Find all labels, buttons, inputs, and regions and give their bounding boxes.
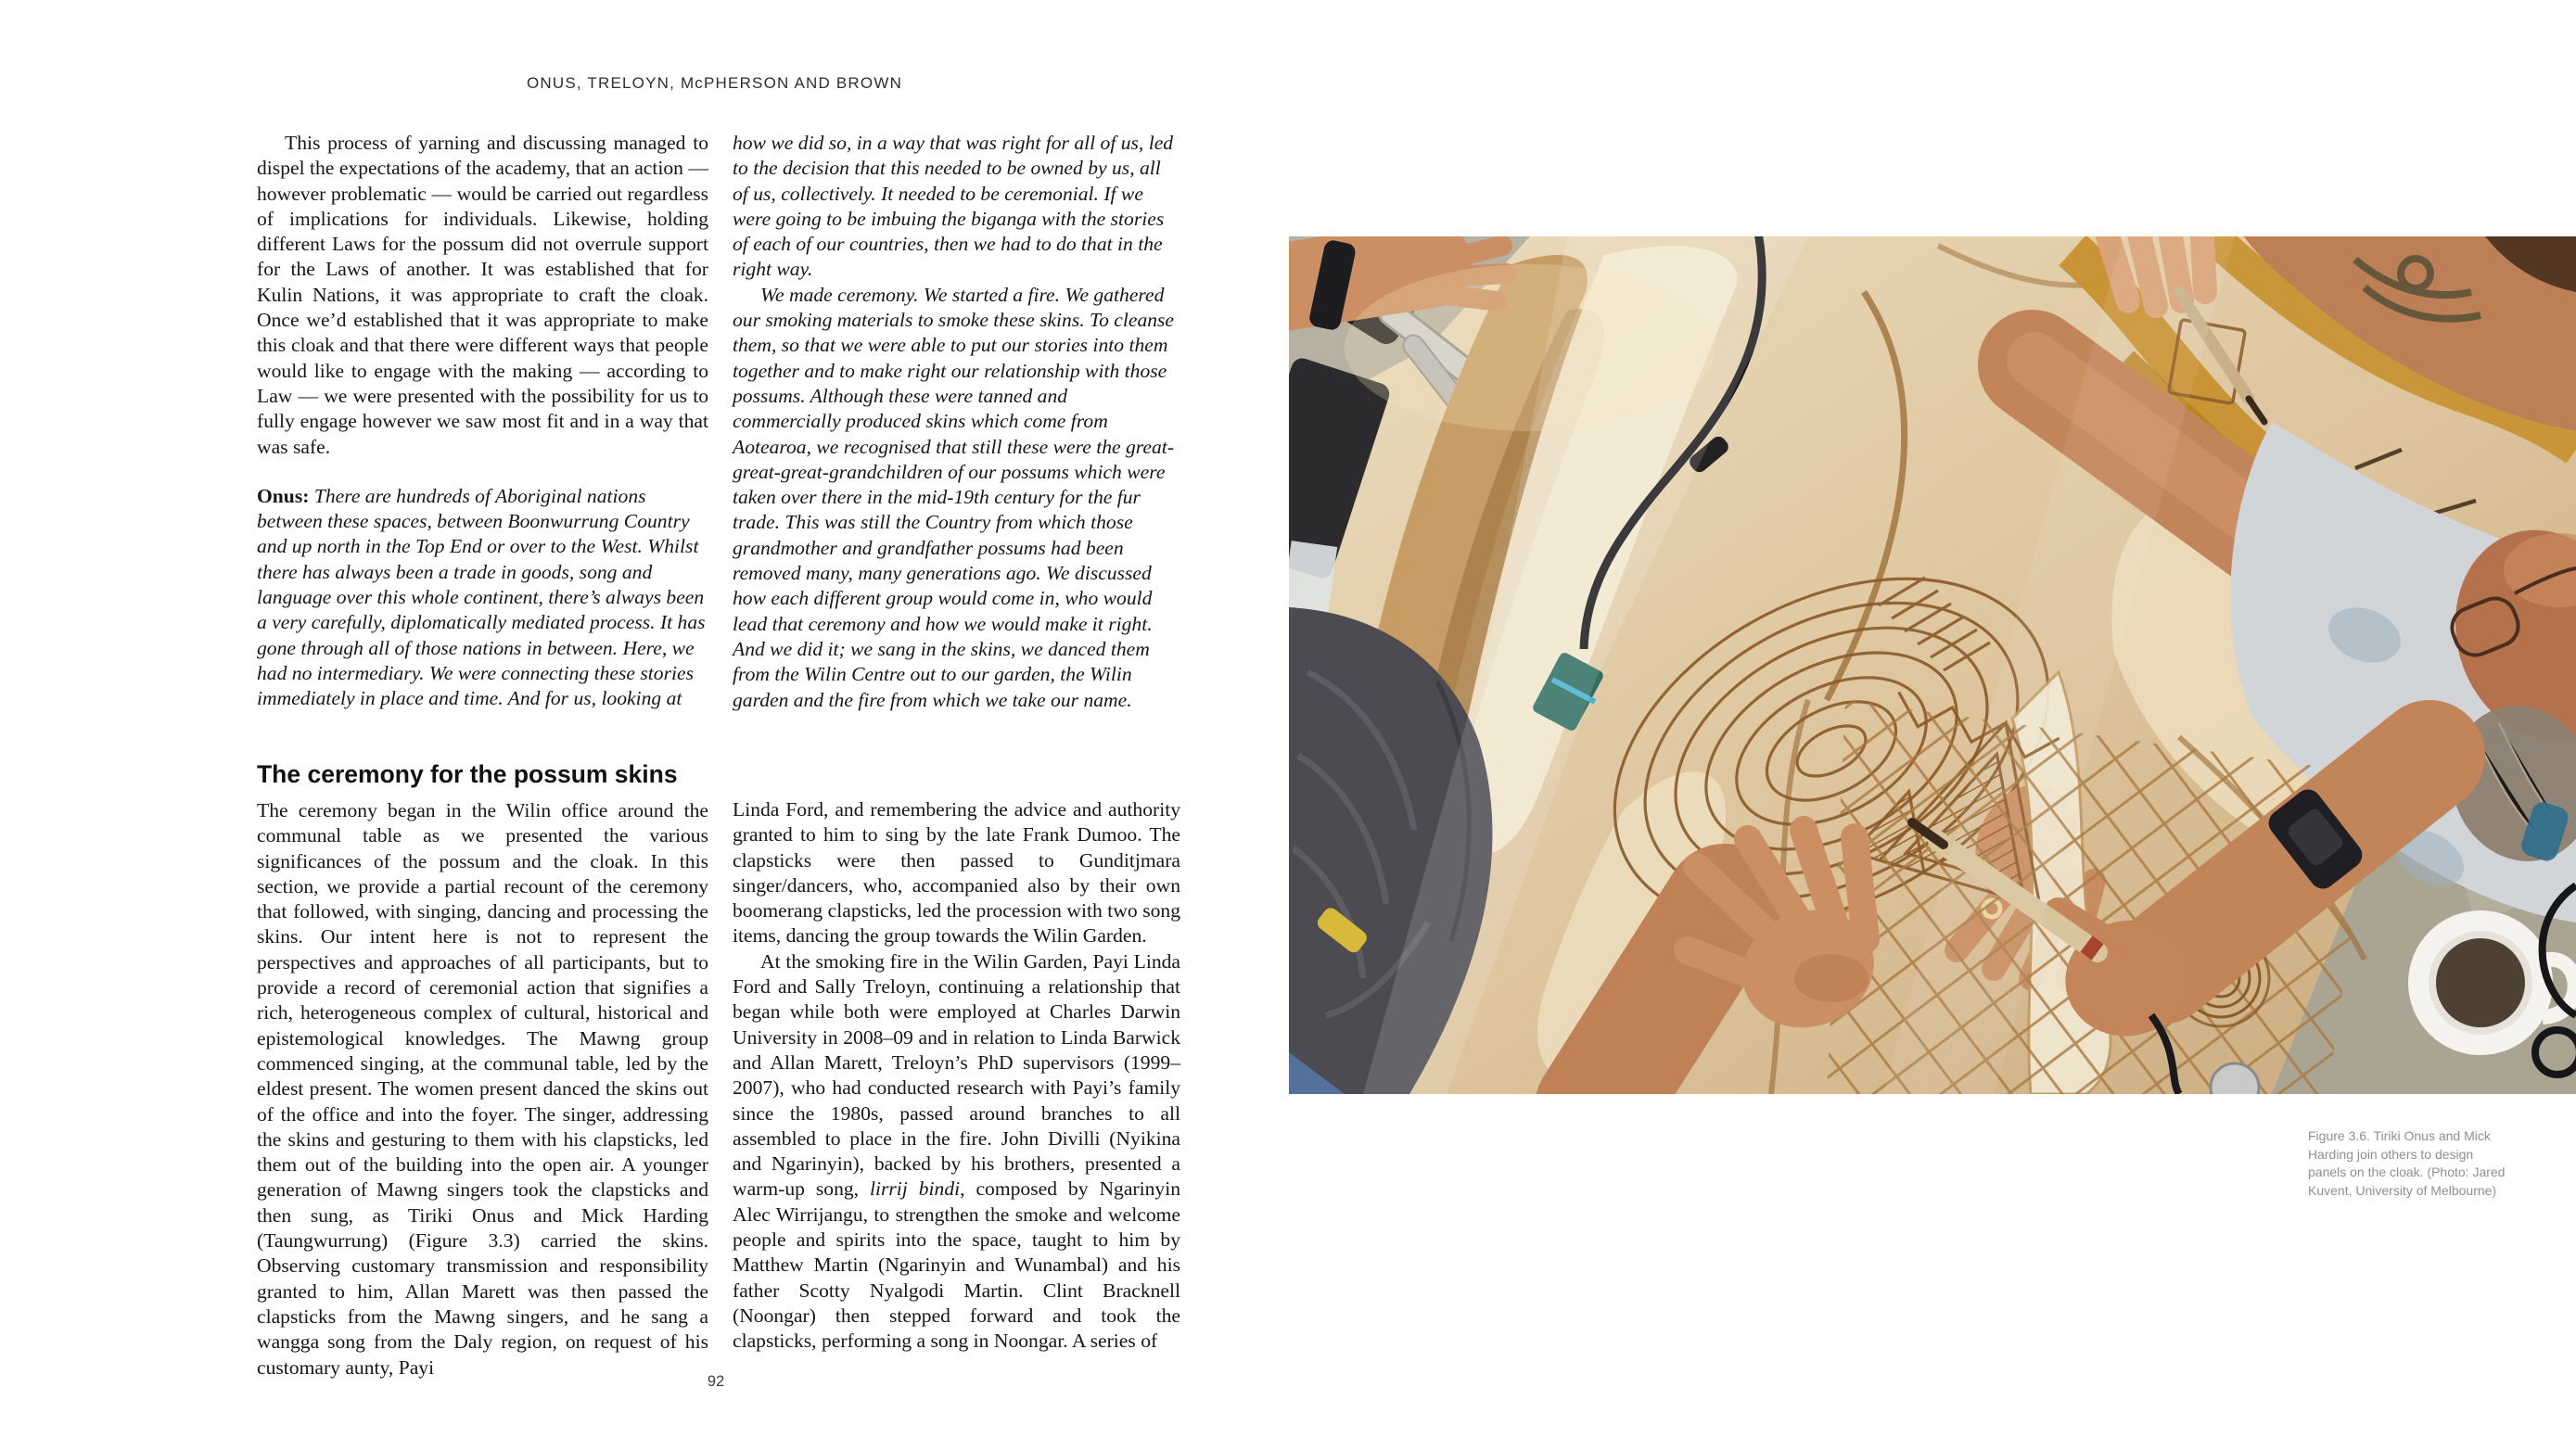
figure-caption: Figure 3.6. Tiriki Onus and Mick Harding join others to design panels on the cloak. (Photo: Jared Kuvent, University of Melbourne) xyxy=(2308,1128,2506,1198)
body-paragraph xyxy=(733,949,1180,1355)
speaker-label: Onus: xyxy=(257,484,310,507)
body-paragraph: The ceremony began in the Wilin office around the communal table as we presented the various significances of the possum and the cloak. In this section, we provide a partial recount of the ceremony that followed, with singing, dancing and processing the skins. Our intent here is not to represent the perspectives and approaches of all participants, but to provide a record of ceremonial action that signifies a rich, heterogeneous complex of cultural, historical and epistemological knowledges. The Mawng group commenced singing, at the communal table, led by the eldest present. The women present danced the skins out of the office and into the foyer. The singer, addressing the skins and gesturing to them with his clapsticks, led them out of the building into the open air. A younger generation of Mawng singers took the clapsticks and then sung, as Tiriki Onus and Mick Harding (Taungwurrung) (Figure 3.3) carried the skins. Observing customary transmission and responsibility granted to him, Allan Marett was then passed the clapsticks from the Mawng singers, and he sang a wangga song from the Daly region, on request of his customary aunty, Payi xyxy=(257,799,708,1379)
text-column-left-lower xyxy=(257,758,708,1381)
onus-quote-paragraph xyxy=(257,484,708,712)
text-column-right-lower xyxy=(733,797,1180,1355)
running-header: ONUS, TRELOYN, McPHERSON AND BROWN xyxy=(526,74,903,92)
quote-continuation: how we did so, in a way that was right for all of us, led to the decision that this needed to be owned by us, all of us, collectively. It needed to be ceremonial. If we were going to be imbuing the biganga with the stories of each of our countries, then we had to do that in the right way. xyxy=(733,132,1174,281)
body-paragraph: This process of yarning and discussing managed to dispel the expectations of the academy, that an action — however problematic — would be carried out regardless of implications for individuals. Likewise, holding different Laws for the possum did not overrule support for the Laws of another. It was established that for Kulin Nations, it was appropriate to craft the cloak. Once we’d established that it was appropriate to make this cloak and that there were different ways that people would like to engage with the making — according to Law — we were presented with the possibility for us to fully engage however we saw most fit and in a way that was safe. xyxy=(257,132,708,458)
cloak-photo-illustration xyxy=(1289,236,2576,1094)
figure-3-6-photo xyxy=(1289,236,2576,1094)
text-column-left-upper xyxy=(257,131,708,712)
paragraph-text: , composed by Ngarinyin Alec Wirrijangu, to strengthen the smoke and welcome people and spirits into the space, taught to him by Matthew Martin (Ngarinyin and Wunambal) and his father Scotty Nyalgodi Martin. Clint Bracknell (Noongar) then stepped forward and took the clapsticks, performing a song in Noongar. A series of xyxy=(733,1177,1180,1353)
section-heading: The ceremony for the possum skins xyxy=(257,760,678,788)
quote-paragraph: We made ceremony. We started a fire. We gathered our smoking materials to smoke these skins. To cleanse them, so that we were able to put our stories into them together and to make right our relationship with those possums. Although these were tanned and commercially produced skins which come from Aotearoa, we recognised that still these were the great-great-great-grandchildren of our possums which were taken over there in the mid-19th century for the fur trade. This was still the Country from which those grandmother and grandfather possums had been removed many, many generations ago. We discussed how each different group would come in, who would lead that ceremony and how we would make it right. And we did it; we sang in the skins, we danced them from the Wilin Centre out to our garden, the Wilin garden and the fire from which we take our name. xyxy=(733,283,1175,711)
song-title-italic: lirrij bindi xyxy=(870,1177,961,1201)
paragraph-text: At the smoking fire in the Wilin Garden, Payi Linda Ford and Sally Treloyn, continuing a relationship that began while both were employed at Charles Darwin University in 2008–09 and in relation to Linda Barwick and Allan Marett, Treloyn’s PhD supervisors (1999–2007), who had conducted research with Payi’s family since the 1980s, passed around branches to all assembled to place in the fire. John Divilli (Nyikina and Ngarinyin), backed by his brothers, presented a warm-up song, xyxy=(733,949,1180,1201)
page-number: 92 xyxy=(707,1373,725,1390)
quote-text: There are hundreds of Aboriginal nations between these spaces, between Boonwurrung Country and up north in the Top End or over to the West. Whilst there has always been a trade in goods, song and language over this whole continent, there’s always been a very carefully, diplomatically mediated process. It has gone through all of those nations in between. Here, we had no intermediary. We were connecting these stories immediately in place and time. And for us, looking at xyxy=(257,484,706,710)
body-paragraph: Linda Ford, and remembering the advice and authority granted to him to sing by the late Frank Dumoo. The clapsticks were then passed to Gunditjmara singer/dancers, who, accompanied also by their own boomerang clapsticks, led the procession with two song items, dancing the group towards the Wilin Garden. xyxy=(733,798,1180,948)
text-column-right-upper xyxy=(733,131,1180,713)
